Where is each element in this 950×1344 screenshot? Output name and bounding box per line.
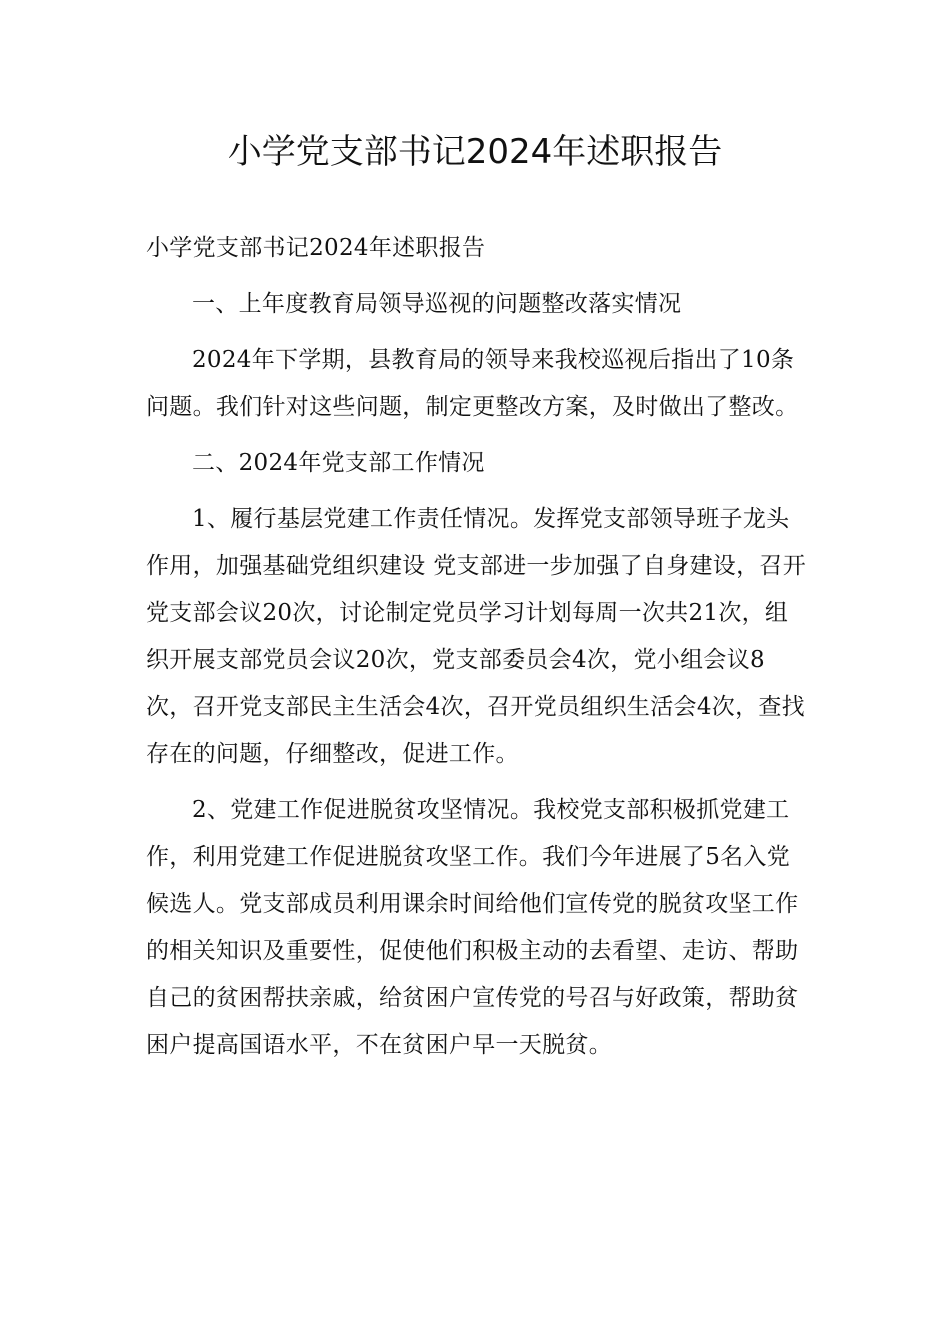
- section-1-paragraph: 2024年下学期，县教育局的领导来我校巡视后指出了10条问题。我们针对这些问题，制定更整改方案，及时做出了整改。: [146, 347, 799, 420]
- section-heading-2: 二、2024年党支部工作情况: [192, 450, 485, 476]
- section-heading-1: 一、上年度教育局领导巡视的问题整改落实情况: [192, 291, 682, 317]
- document-subtitle: 小学党支部书记2024年述职报告: [146, 235, 486, 261]
- document-body: [146, 225, 808, 1069]
- section-2-item-1: 1、履行基层党建工作责任情况。发挥党支部领导班子龙头作用，加强基础党组织建设 党支部进一步加强了自身建设，召开党支部会议20次，讨论制定党员学习计划每周一次共21次，组织开展支部党员会议20次，党支部委员会4次，党小组会议8次，召开党支部民主生活会4次，召开党员组织生活会4次，查找存在的问题，仔细整改，促进工作。: [146, 506, 807, 767]
- section-2-item-2: 2、党建工作促进脱贫攻坚情况。我校党支部积极抓党建工作，利用党建工作促进脱贫攻坚工作。我们今年进展了5名入党候选人。党支部成员利用课余时间给他们宣传党的脱贫攻坚工作的相关知识及重要性，促使他们积极主动的去看望、走访、帮助自己的贫困帮扶亲戚，给贫困户宣传党的号召与好政策，帮助贫困户提高国语水平，不在贫困户早一天脱贫。: [146, 797, 799, 1058]
- document-title: 小学党支部书记2024年述职报告: [227, 132, 723, 172]
